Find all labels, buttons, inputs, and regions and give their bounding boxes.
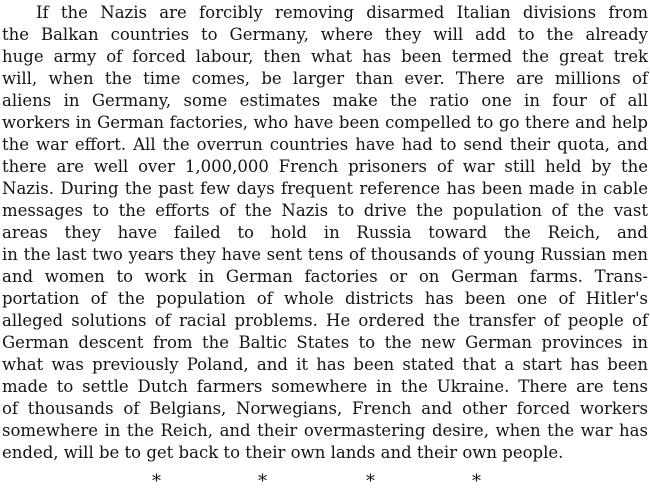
text-line: there are well over 1,000,000 French prisoners of war still held by the <box>2 157 648 176</box>
text-line: of thousands of Belgians, Norwegians, French and other forced workers <box>2 399 648 418</box>
text-line: If the Nazis are forcibly removing disarmed Italian divisions from <box>36 3 648 22</box>
text-line: in the last two years they have sent tens of thousands of young Russian men <box>2 245 648 264</box>
section-separator <box>0 470 650 494</box>
text-line: the Balkan countries to Germany, where they will add to the already <box>2 25 648 44</box>
text-line: will, when the time comes, be larger than ever. There are millions of <box>2 69 648 88</box>
text-line: ended, will be to get back to their own lands and their own people. <box>2 443 564 462</box>
text-line: aliens in Germany, some estimates make the ratio one in four of all <box>2 91 648 110</box>
text-line: what was previously Poland, and it has been stated that a start has been <box>2 355 648 374</box>
text-line: German descent from the Baltic States to the new German provinces in <box>2 333 648 352</box>
text-line: workers in German factories, who have been compelled to go there and help <box>2 113 648 132</box>
text-line: messages to the efforts of the Nazis to drive the population of the vast <box>2 201 648 220</box>
separator-star: * <box>152 471 161 492</box>
separator-star: * <box>366 471 375 492</box>
text-line: alleged solutions of racial problems. He ordered the transfer of people of <box>2 311 648 330</box>
text-line: Nazis. During the past few days frequent reference has been made in cable <box>2 179 648 198</box>
text-line: and women to work in German factories or on German farms. Trans- <box>2 267 648 286</box>
text-line: areas they have failed to hold in Russia toward the Reich, and <box>2 223 648 242</box>
text-line: somewhere in the Reich, and their overmastering desire, when the war has <box>2 421 648 440</box>
text-line: the war effort. All the overrun countries have had to send their quota, and <box>2 135 648 154</box>
text-line: portation of the population of whole districts has been one of Hitler's <box>2 289 648 308</box>
text-line: made to settle Dutch farmers somewhere in the Ukraine. There are tens <box>2 377 648 396</box>
separator-star: * <box>472 471 481 492</box>
text-line: huge army of forced labour, then what has been termed the great trek <box>2 47 648 66</box>
separator-star: * <box>258 471 267 492</box>
